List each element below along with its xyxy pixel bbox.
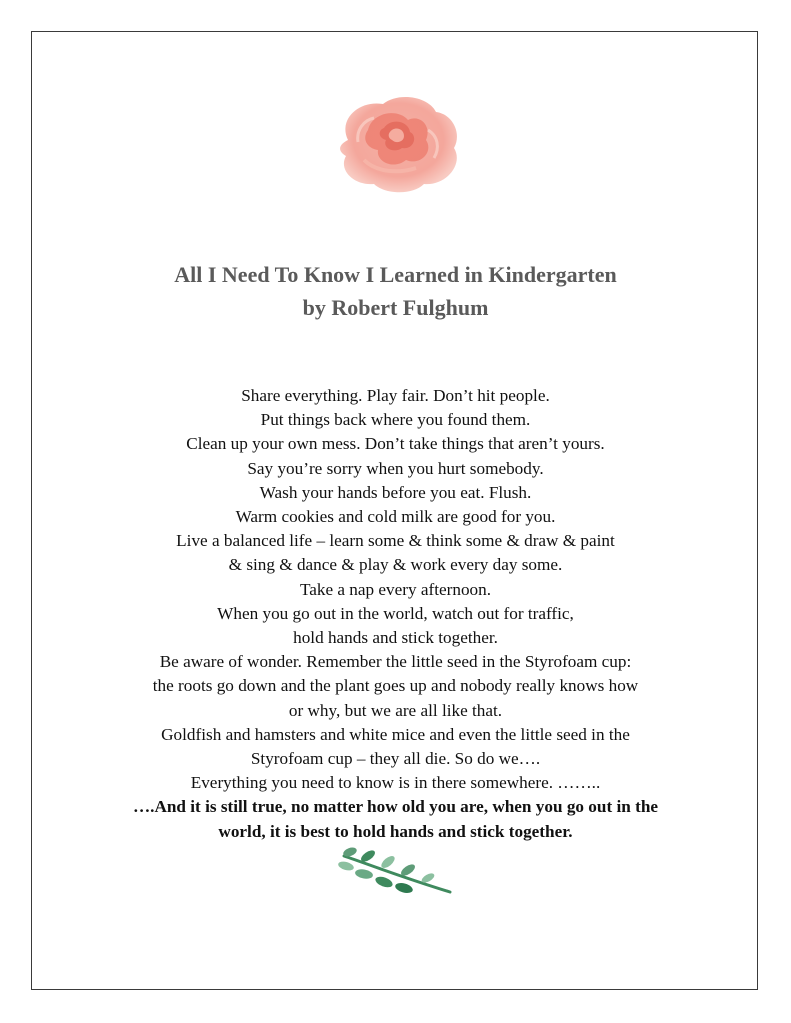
poem-line: Be aware of wonder. Remember the little seed in the Styrofoam cup:: [159, 652, 632, 672]
poem-line: Styrofoam cup – they all die. So do we….: [250, 749, 541, 769]
poem-closing-line: world, it is best to hold hands and stick together.: [218, 821, 573, 841]
poem-line: & sing & dance & play & work every day some.: [228, 555, 563, 575]
poem-line: hold hands and stick together.: [293, 628, 498, 648]
document-title: All I Need To Know I Learned in Kindergarten: [174, 262, 617, 287]
poem-line: Put things back where you found them.: [260, 410, 531, 430]
poem-closing-line: ….And it is still true, no matter how old you are, when you go out in the: [132, 797, 659, 817]
poem-line: Live a balanced life – learn some & think some & draw & paint: [176, 531, 615, 551]
watercolor-rose-icon: [328, 90, 468, 200]
poem-line: When you go out in the world, watch out for traffic,: [217, 603, 574, 623]
poem-line: Everything you need to know is in there somewhere. ……..: [190, 773, 601, 793]
poem-line: or why, but we are all like that.: [288, 700, 503, 720]
poem-line: Goldfish and hamsters and white mice and even the little seed in the: [161, 724, 630, 744]
poem-line: Warm cookies and cold milk are good for you.: [235, 507, 556, 527]
poem-line: Say you’re sorry when you hurt somebody.: [247, 458, 544, 478]
green-sprig-icon: [338, 846, 454, 898]
poem-line: Take a nap every afternoon.: [299, 579, 492, 599]
poem-line: the roots go down and the plant goes up and nobody really knows how: [152, 676, 639, 696]
document-header: [0, 258, 791, 324]
poem-body: [0, 384, 791, 844]
poem-line: Clean up your own mess. Don’t take things that aren’t yours.: [186, 434, 605, 454]
document-byline: by Robert Fulghum: [302, 295, 489, 320]
poem-line: Wash your hands before you eat. Flush.: [259, 482, 532, 502]
poem-line: Share everything. Play fair. Don’t hit people.: [241, 386, 550, 405]
